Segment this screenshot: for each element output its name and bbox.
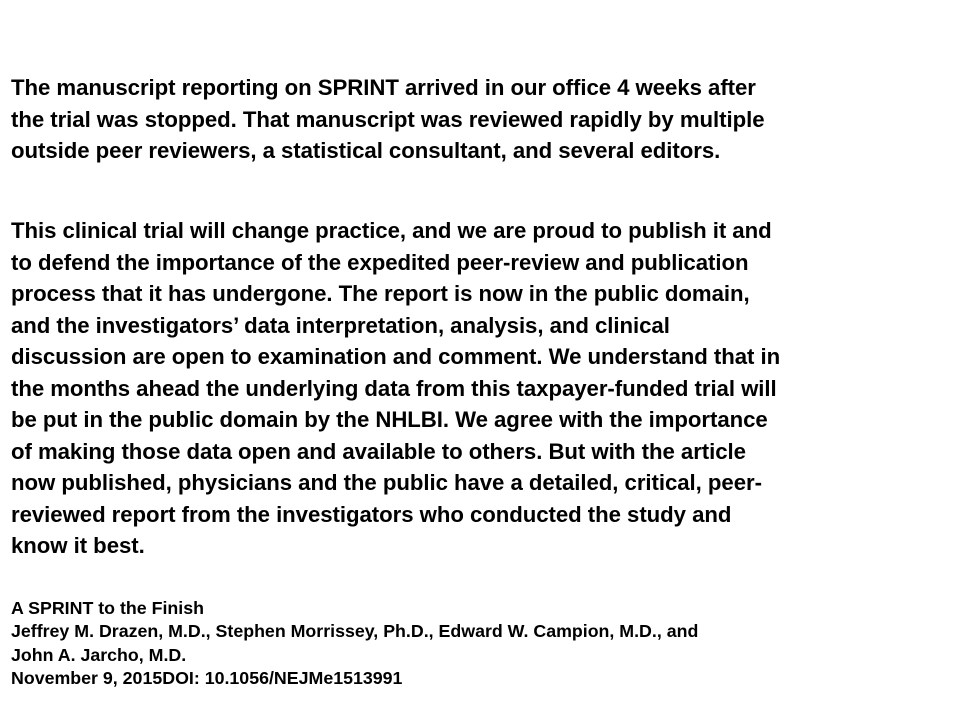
citation-block	[11, 597, 951, 690]
paragraph-line: and the investigators’ data interpretation, analysis, and clinical	[11, 312, 670, 338]
article-title: A SPRINT to the Finish	[11, 598, 204, 618]
paragraph-line: reviewed report from the investigators who conducted the study and	[11, 501, 732, 527]
paragraph-line: now published, physicians and the public have a detailed, critical, peer-	[11, 470, 762, 495]
paragraph-line: outside peer reviewers, a statistical consultant, and several editors.	[11, 138, 721, 163]
paragraph-line: process that it has undergone. The report is now in the public domain,	[11, 281, 750, 306]
paragraph-line: to defend the importance of the expedited peer-review and publication	[11, 249, 749, 275]
paragraph-line: discussion are open to examination and comment. We understand that in	[11, 344, 781, 369]
paragraph-line: This clinical trial will change practice, and we are proud to publish it and	[11, 218, 772, 243]
paragraph-line: know it best.	[11, 533, 145, 558]
paragraph-line: be put in the public domain by the NHLBI. We agree with the importance	[11, 407, 768, 432]
quote-paragraph-1	[11, 72, 951, 167]
quote-paragraph-2	[11, 215, 951, 562]
paragraph-line: The manuscript reporting on SPRINT arrived in our office 4 weeks after	[11, 75, 756, 100]
article-authors: Jeffrey M. Drazen, M.D., Stephen Morrissey, Ph.D., Edward W. Campion, M.D., and	[11, 621, 699, 642]
paragraph-line: of making those data open and available to others. But with the article	[11, 438, 746, 464]
paragraph-line: the trial was stopped. That manuscript was reviewed rapidly by multiple	[11, 106, 765, 132]
article-authors-continued: John A. Jarcho, M.D.	[11, 644, 187, 665]
paragraph-line: the months ahead the underlying data from this taxpayer-funded trial will	[11, 375, 777, 401]
article-date-doi: November 9, 2015DOI: 10.1056/NEJMe1513991	[11, 667, 403, 688]
